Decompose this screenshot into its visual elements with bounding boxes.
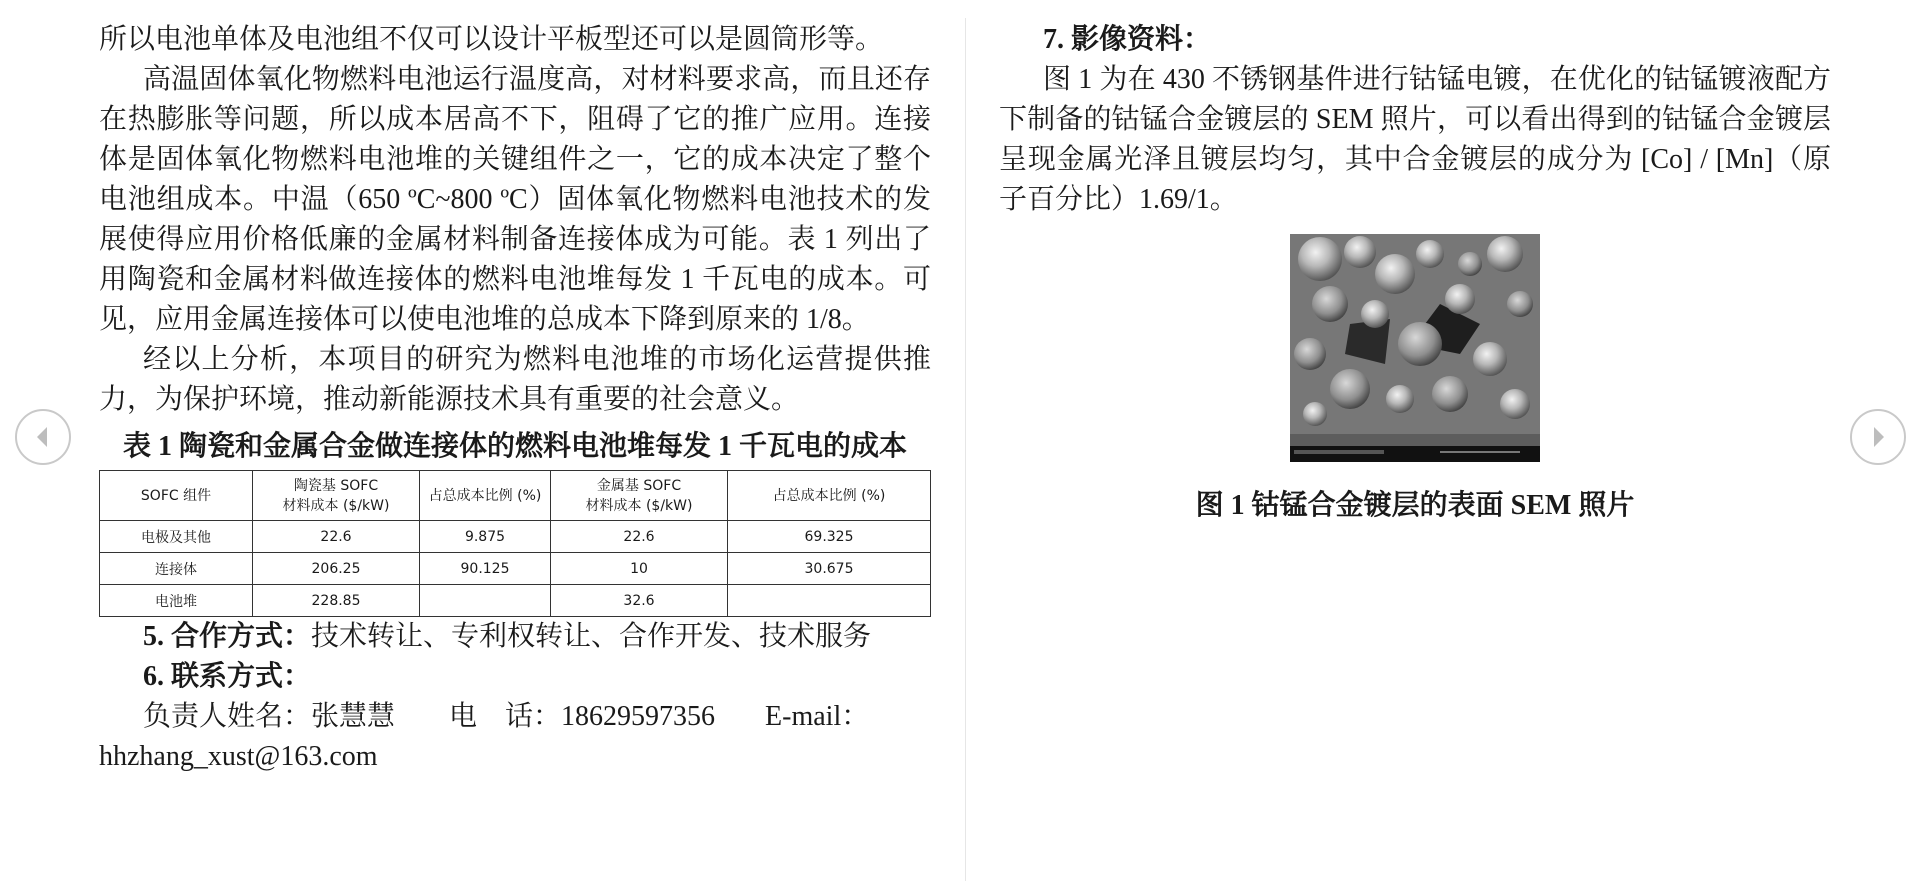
figure-caption: 图 1 钴锰合金镀层的表面 SEM 照片 — [1195, 490, 1635, 521]
table-cell: 电池堆 — [100, 585, 253, 617]
table-header-cell: 占总成本比例 (%) — [420, 471, 551, 521]
contact-email-label: E-mail： — [765, 701, 870, 732]
chevron-right-icon — [1852, 411, 1904, 463]
contact-email: hhzhang_xust@163.com — [99, 741, 378, 772]
table-cell: 电极及其他 — [100, 521, 253, 553]
right-page — [999, 0, 1831, 526]
table-cell: 10 — [551, 553, 728, 585]
contact-name: 负责人姓名：张慧慧 — [143, 701, 396, 732]
table-header-cell: 陶瓷基 SOFC 材料成本 ($/kW) — [253, 471, 420, 521]
sem-image — [1290, 234, 1540, 462]
chevron-left-icon — [17, 411, 69, 463]
table-cell — [728, 585, 931, 617]
section-contact — [99, 657, 931, 697]
cost-table — [99, 470, 931, 617]
table-cell: 30.675 — [728, 553, 931, 585]
table-cell: 22.6 — [551, 521, 728, 553]
table-row — [100, 521, 931, 553]
table-caption: 表 1 陶瓷和金属合金做连接体的燃料电池堆每发 1 千瓦电的成本 — [122, 431, 907, 462]
table-cell: 连接体 — [100, 553, 253, 585]
section-text: 技术转让、专利权转让、合作开发、技术服务 — [311, 621, 872, 652]
table-cell: 32.6 — [551, 585, 728, 617]
table-cell — [420, 585, 551, 617]
paragraph-cost-analysis: 高温固体氧化物燃料电池运行温度高，对材料要求高，而且还存在热膨胀等问题，所以成本居高不下，阻碍了它的推广应用。连接体是固体氧化物燃料电池堆的关键组件之一，它的成本决定了整个电池组成本。中温（650 ºC~800 ºC）固体氧化物燃料电池技术的发展使得应用价格低廉的金属材料制备连接体成为可能。表 1 列出了用陶瓷和金属材料做连接体的燃料电池堆每发 1 千瓦电的成本。可见，应用金属连接体可以使电池堆的总成本下降到原来的 1/8。 — [99, 64, 931, 335]
table-row — [100, 585, 931, 617]
table-header-cell: SOFC 组件 — [100, 471, 253, 521]
section-images — [999, 20, 1831, 60]
table-header-cell: 金属基 SOFC 材料成本 ($/kW) — [551, 471, 728, 521]
section-title: 6. 联系方式： — [143, 661, 312, 692]
paragraph-continuation: 所以电池单体及电池组不仅可以设计平板型还可以是圆筒形等。 — [99, 24, 884, 55]
sem-micrograph — [1290, 234, 1540, 462]
paragraph-significance: 经以上分析，本项目的研究为燃料电池堆的市场化运营提供推力，为保护环境，推动新能源技术具有重要的社会意义。 — [99, 344, 931, 415]
table-cell: 9.875 — [420, 521, 551, 553]
section-title: 7. 影像资料： — [1043, 24, 1212, 55]
table-header-cell: 占总成本比例 (%) — [728, 471, 931, 521]
table-header-row — [100, 471, 931, 521]
table-cell: 69.325 — [728, 521, 931, 553]
paragraph-sem: 图 1 为在 430 不锈钢基件进行钴锰电镀，在优化的钴锰镀液配方下制备的钴锰合金镀层的 SEM 照片，可以看出得到的钴锰合金镀层呈现金属光泽且镀层均匀，其中合金镀层的成分为 [Co] / [Mn]（原子百分比）1.69/1。 — [999, 64, 1831, 215]
contact-line — [99, 697, 931, 737]
left-page — [99, 0, 931, 777]
table-cell: 228.85 — [253, 585, 420, 617]
table-cell: 90.125 — [420, 553, 551, 585]
page-divider — [965, 18, 966, 881]
prev-page-button[interactable] — [15, 409, 71, 465]
contact-phone: 电 话：18629597356 — [449, 701, 716, 732]
next-page-button[interactable] — [1850, 409, 1906, 465]
section-title: 5. 合作方式： — [143, 621, 312, 652]
table-cell: 22.6 — [253, 521, 420, 553]
table-row — [100, 553, 931, 585]
section-cooperation — [99, 617, 931, 657]
table-cell: 206.25 — [253, 553, 420, 585]
